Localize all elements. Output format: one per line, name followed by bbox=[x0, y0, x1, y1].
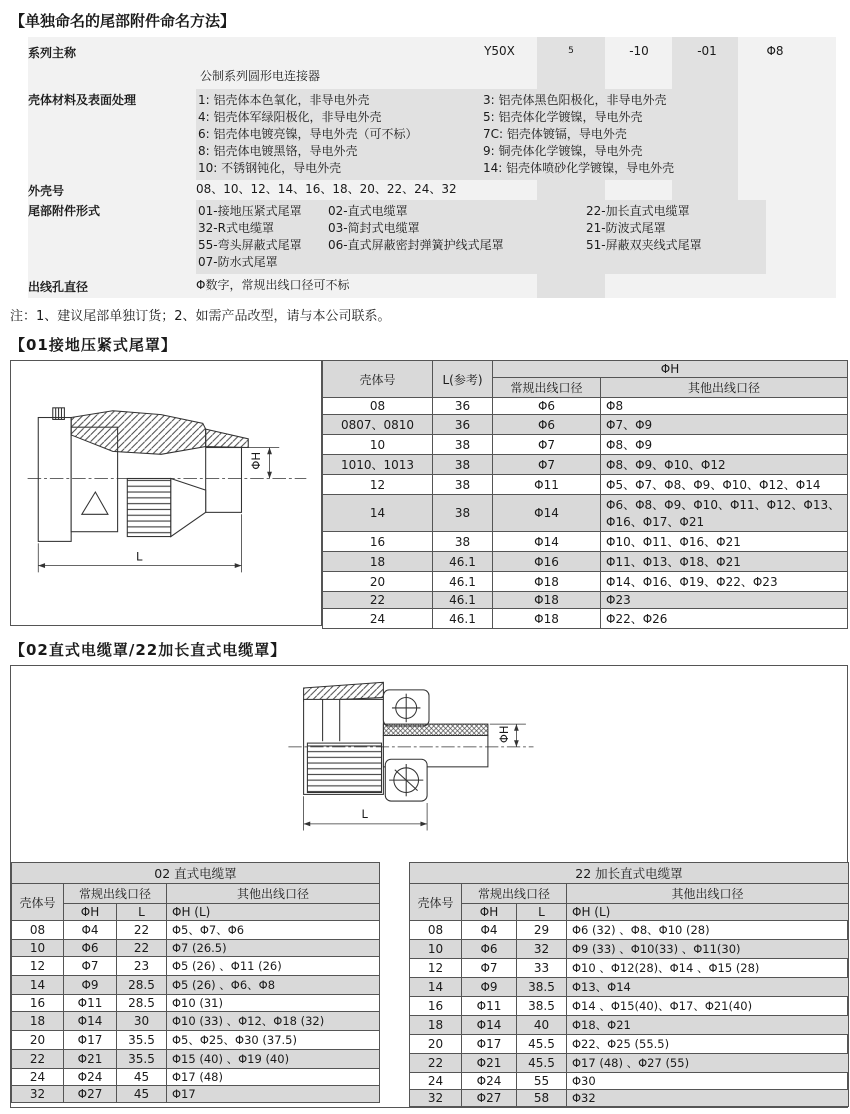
table-row bbox=[323, 398, 848, 415]
table-22-title: 22 加长直式电缆罩 bbox=[410, 863, 849, 884]
col-header-phih: ΦH bbox=[462, 904, 517, 921]
section01 bbox=[10, 360, 848, 629]
tail-cap-cross-section-drawing bbox=[16, 367, 316, 619]
table-cell: 28.5 bbox=[117, 995, 167, 1012]
table-cell: 10 bbox=[12, 940, 64, 957]
table-cell: 14 bbox=[12, 976, 64, 995]
table-cell: Φ11 bbox=[493, 475, 601, 495]
table-cell: 38.5 bbox=[517, 997, 567, 1016]
col-header-len: L bbox=[117, 904, 167, 921]
table-cell: Φ6、Φ8、Φ9、Φ10、Φ11、Φ12、Φ13、Φ16、Φ17、Φ21 bbox=[601, 495, 848, 532]
list-item: 06-直式屏蔽密封弹簧护线式尾罩 bbox=[328, 238, 504, 252]
col-header-phil: ΦH (L) bbox=[567, 904, 849, 921]
table-cell: Φ7 bbox=[462, 959, 517, 978]
table-row bbox=[410, 1035, 849, 1054]
table-02-body bbox=[12, 921, 380, 1103]
col-header-len: L bbox=[517, 904, 567, 921]
tail-label: 尾部附件形式 bbox=[28, 204, 101, 218]
table-cell: Φ10 、Φ12(28)、Φ14 、Φ15 (28) bbox=[567, 959, 849, 978]
tail-col1 bbox=[198, 203, 328, 271]
col-header-regular: 常规出线口径 bbox=[64, 884, 167, 904]
table-cell: 1010、1013 bbox=[323, 455, 433, 475]
list-item: 51-屏蔽双夹线式尾罩 bbox=[586, 238, 702, 252]
table-cell: 10 bbox=[410, 940, 462, 959]
table-cell: Φ7 bbox=[493, 435, 601, 455]
table-22-body bbox=[410, 921, 849, 1107]
col-header-other: 其他出线口径 bbox=[601, 378, 848, 398]
section02 bbox=[10, 665, 848, 1108]
list-item: 4: 铝壳体军绿阳极化，非导电外壳 bbox=[198, 110, 382, 124]
dim-phiH-label: ΦH bbox=[496, 725, 511, 744]
table-cell: 46.1 bbox=[433, 609, 493, 629]
table-cell: Φ16 bbox=[493, 552, 601, 572]
table-cell: Φ6 (32) 、Φ8、Φ10 (28) bbox=[567, 921, 849, 940]
table-cell: 36 bbox=[433, 415, 493, 435]
table-cell: 30 bbox=[117, 1012, 167, 1031]
table-cell: Φ5 (26) 、Φ11 (26) bbox=[167, 957, 380, 976]
table-22-extended-straight-cable-cover bbox=[409, 862, 849, 1107]
table-row bbox=[12, 1012, 380, 1031]
table-cell: 38 bbox=[433, 455, 493, 475]
table-cell: 45.5 bbox=[517, 1035, 567, 1054]
col-header-shell: 壳体号 bbox=[410, 884, 462, 921]
table-row bbox=[410, 959, 849, 978]
table-cell: 12 bbox=[323, 475, 433, 495]
series-row bbox=[28, 37, 836, 65]
list-item: 6: 铝壳体电镀亮镍，导电外壳（可不标） bbox=[198, 127, 418, 141]
list-item: 21-防波式尾罩 bbox=[586, 221, 666, 235]
table-cell: Φ21 bbox=[462, 1054, 517, 1073]
table-cell: 20 bbox=[323, 572, 433, 592]
outlet-row bbox=[28, 274, 836, 298]
list-item: 5: 铝壳体化学镀镍，导电外壳 bbox=[483, 110, 643, 124]
table-cell: 08 bbox=[410, 921, 462, 940]
list-item: 7C: 铝壳体镀镉，导电外壳 bbox=[483, 127, 627, 141]
material-col1 bbox=[198, 92, 483, 177]
table-cell: Φ4 bbox=[462, 921, 517, 940]
table-cell: 46.1 bbox=[433, 572, 493, 592]
table-cell: Φ4 bbox=[64, 921, 117, 940]
code-outlet: Φ8 bbox=[766, 44, 784, 58]
table-row bbox=[410, 1073, 849, 1090]
table-row bbox=[410, 978, 849, 997]
code-series: Y50X bbox=[484, 44, 515, 58]
table-cell: 38 bbox=[433, 475, 493, 495]
table-cell: 08 bbox=[323, 398, 433, 415]
table-cell: 22 bbox=[117, 940, 167, 957]
table-cell: 38 bbox=[433, 435, 493, 455]
table-02-title: 02 直式电缆罩 bbox=[12, 863, 380, 884]
list-item: 02-直式电缆罩 bbox=[328, 204, 408, 218]
table-cell: 32 bbox=[12, 1086, 64, 1103]
list-item: 32-R式电缆罩 bbox=[198, 221, 274, 235]
table-cell: 36 bbox=[433, 398, 493, 415]
table-cell: Φ11 bbox=[462, 997, 517, 1016]
table-row bbox=[410, 1016, 849, 1035]
table-cell: Φ6 bbox=[493, 415, 601, 435]
dim-L-label: L bbox=[136, 549, 143, 564]
material-col2 bbox=[483, 92, 700, 177]
table-cell: Φ14 bbox=[64, 1012, 117, 1031]
col-header-phih: ΦH bbox=[64, 904, 117, 921]
col-header-other: 其他出线口径 bbox=[567, 884, 849, 904]
code-material: 5 bbox=[568, 46, 574, 56]
table-cell: 35.5 bbox=[117, 1050, 167, 1069]
table-cell: 24 bbox=[12, 1069, 64, 1086]
list-item: 9: 铜壳体化学镀镍，导电外壳 bbox=[483, 144, 643, 158]
table-row bbox=[323, 572, 848, 592]
table-cell: Φ18 bbox=[493, 609, 601, 629]
series-label: 系列主称 bbox=[28, 46, 77, 60]
table-cell: Φ23 bbox=[601, 592, 848, 609]
code-shell: -10 bbox=[629, 44, 649, 58]
table-row bbox=[323, 552, 848, 572]
table-row bbox=[12, 957, 380, 976]
table-cell: 33 bbox=[517, 959, 567, 978]
table-row bbox=[323, 532, 848, 552]
outlet-label: 出线孔直径 bbox=[28, 280, 89, 294]
naming-spec-block bbox=[28, 37, 836, 298]
table-cell: Φ18、Φ21 bbox=[567, 1016, 849, 1035]
table-row bbox=[12, 1031, 380, 1050]
table-row bbox=[323, 475, 848, 495]
table-cell: 38 bbox=[433, 495, 493, 532]
table-row bbox=[410, 940, 849, 959]
table-cell: 10 bbox=[323, 435, 433, 455]
list-item: 55-弯头屏蔽式尾罩 bbox=[198, 238, 302, 252]
table-cell: Φ11 bbox=[64, 995, 117, 1012]
table-cell: Φ27 bbox=[462, 1090, 517, 1107]
table-cell: 14 bbox=[410, 978, 462, 997]
tail-row bbox=[28, 200, 836, 274]
shell-values: 08、10、12、14、16、18、20、22、24、32 bbox=[196, 182, 457, 196]
table-row bbox=[323, 592, 848, 609]
table-cell: 22 bbox=[410, 1054, 462, 1073]
col-header-other: 其他出线口径 bbox=[167, 884, 380, 904]
straight-cable-clamp-drawing bbox=[274, 669, 584, 859]
table-cell: 18 bbox=[323, 552, 433, 572]
col-header-phil: ΦH (L) bbox=[167, 904, 380, 921]
table-cell: Φ24 bbox=[462, 1073, 517, 1090]
table-row bbox=[12, 1050, 380, 1069]
list-item: 03-简封式电缆罩 bbox=[328, 221, 420, 235]
list-item: 3: 铝壳体黑色阳极化，非导电外壳 bbox=[483, 93, 667, 107]
table-cell: Φ13、Φ14 bbox=[567, 978, 849, 997]
section02-drawing-area bbox=[11, 666, 847, 862]
material-label: 壳体材料及表面处理 bbox=[28, 93, 137, 107]
table-cell: Φ8、Φ9 bbox=[601, 435, 848, 455]
table-cell: Φ9 bbox=[462, 978, 517, 997]
list-item: 01-接地压紧式尾罩 bbox=[198, 204, 302, 218]
dim-L-label: L bbox=[361, 807, 368, 822]
section01-title: 【01接地压紧式尾罩】 bbox=[10, 336, 177, 354]
table-cell: 35.5 bbox=[117, 1031, 167, 1050]
col-header-shell: 壳体号 bbox=[12, 884, 64, 921]
table-cell: Φ5、Φ7、Φ8、Φ9、Φ10、Φ12、Φ14 bbox=[601, 475, 848, 495]
list-item: 14: 铝壳体喷砂化学镀镍，导电外壳 bbox=[483, 161, 675, 175]
table-cell: 23 bbox=[117, 957, 167, 976]
table-cell: 14 bbox=[323, 495, 433, 532]
table-cell: Φ6 bbox=[462, 940, 517, 959]
code-cells bbox=[462, 37, 809, 65]
material-row bbox=[28, 89, 836, 180]
table-cell: Φ6 bbox=[64, 940, 117, 957]
table-cell: Φ8、Φ9、Φ10、Φ12 bbox=[601, 455, 848, 475]
table-row bbox=[12, 940, 380, 957]
table-row bbox=[323, 609, 848, 629]
list-item: 1: 铝壳体本色氧化，非导电外壳 bbox=[198, 93, 370, 107]
table-cell: 18 bbox=[410, 1016, 462, 1035]
table-row bbox=[410, 921, 849, 940]
code-tail: -01 bbox=[697, 44, 717, 58]
table-row bbox=[323, 455, 848, 475]
table-cell: Φ8 bbox=[601, 398, 848, 415]
section02-title: 【02直式电缆罩/22加长直式电缆罩】 bbox=[10, 641, 287, 659]
table-row bbox=[12, 995, 380, 1012]
list-item: 22-加长直式电缆罩 bbox=[586, 204, 690, 218]
table-cell: Φ7、Φ9 bbox=[601, 415, 848, 435]
table-cell: 24 bbox=[323, 609, 433, 629]
table-cell: Φ14 、Φ15(40)、Φ17、Φ21(40) bbox=[567, 997, 849, 1016]
table-cell: Φ18 bbox=[493, 572, 601, 592]
table-row bbox=[410, 997, 849, 1016]
tail-col2 bbox=[328, 203, 586, 271]
table-row bbox=[410, 1054, 849, 1073]
table-cell: Φ27 bbox=[64, 1086, 117, 1103]
list-item: 10: 不锈钢钝化，导电外壳 bbox=[198, 161, 342, 175]
table-cell: Φ24 bbox=[64, 1069, 117, 1086]
list-item: 8: 铝壳体电镀黑铬，导电外壳 bbox=[198, 144, 358, 158]
table-cell: Φ9 (33) 、Φ10(33) 、Φ11(30) bbox=[567, 940, 849, 959]
table-01-grounding-cap bbox=[322, 360, 848, 629]
series-desc-row bbox=[28, 65, 836, 89]
table-cell: 55 bbox=[517, 1073, 567, 1090]
table-cell: Φ17 (48) bbox=[167, 1069, 380, 1086]
section01-drawing-box bbox=[10, 360, 322, 626]
table-cell: 24 bbox=[410, 1073, 462, 1090]
table-cell: 29 bbox=[517, 921, 567, 940]
table-cell: 22 bbox=[117, 921, 167, 940]
table-cell: 20 bbox=[410, 1035, 462, 1054]
table-cell: Φ17 bbox=[167, 1086, 380, 1103]
table-cell: 0807、0810 bbox=[323, 415, 433, 435]
table-row bbox=[323, 495, 848, 532]
table-cell: Φ17 bbox=[462, 1035, 517, 1054]
table-cell: Φ14、Φ16、Φ19、Φ22、Φ23 bbox=[601, 572, 848, 592]
table-cell: 22 bbox=[323, 592, 433, 609]
table-cell: 58 bbox=[517, 1090, 567, 1107]
table-row bbox=[12, 1069, 380, 1086]
table-cell: Φ10 (33) 、Φ12、Φ18 (32) bbox=[167, 1012, 380, 1031]
col-header-shell: 壳体号 bbox=[323, 361, 433, 398]
table-cell: 45.5 bbox=[517, 1054, 567, 1073]
table-row bbox=[323, 415, 848, 435]
outlet-value: Φ数字，常规出线口径可不标 bbox=[196, 278, 350, 292]
table-cell: 12 bbox=[12, 957, 64, 976]
table-cell: Φ17 bbox=[64, 1031, 117, 1050]
table-cell: Φ21 bbox=[64, 1050, 117, 1069]
tail-options bbox=[196, 200, 766, 274]
table-cell: 38 bbox=[433, 532, 493, 552]
table-cell: Φ32 bbox=[567, 1090, 849, 1107]
table-cell: 38.5 bbox=[517, 978, 567, 997]
table-02-straight-cable-cover bbox=[11, 862, 380, 1103]
table-cell: 40 bbox=[517, 1016, 567, 1035]
table-row bbox=[12, 921, 380, 940]
table-cell: Φ14 bbox=[493, 532, 601, 552]
table-cell: 28.5 bbox=[117, 976, 167, 995]
table-cell: 18 bbox=[12, 1012, 64, 1031]
table-cell: 45 bbox=[117, 1069, 167, 1086]
table-cell: 08 bbox=[12, 921, 64, 940]
table-cell: Φ22、Φ26 bbox=[601, 609, 848, 629]
shell-row bbox=[28, 180, 836, 200]
table-cell: Φ5、Φ7、Φ6 bbox=[167, 921, 380, 940]
material-options bbox=[196, 89, 700, 180]
table-cell: Φ17 (48) 、Φ27 (55) bbox=[567, 1054, 849, 1073]
table-cell: Φ11、Φ13、Φ18、Φ21 bbox=[601, 552, 848, 572]
table-cell: 16 bbox=[410, 997, 462, 1016]
table-cell: Φ15 (40) 、Φ19 (40) bbox=[167, 1050, 380, 1069]
series-description: 公制系列圆形电连接器 bbox=[200, 69, 321, 83]
table-cell: Φ10 (31) bbox=[167, 995, 380, 1012]
table-01-body bbox=[323, 398, 848, 629]
table-cell: 16 bbox=[12, 995, 64, 1012]
table-cell: Φ7 bbox=[493, 455, 601, 475]
table-cell: Φ14 bbox=[493, 495, 601, 532]
table-cell: Φ18 bbox=[493, 592, 601, 609]
table-cell: 32 bbox=[517, 940, 567, 959]
table-cell: 46.1 bbox=[433, 552, 493, 572]
table-cell: Φ30 bbox=[567, 1073, 849, 1090]
table-cell: Φ7 bbox=[64, 957, 117, 976]
table-cell: Φ5、Φ25、Φ30 (37.5) bbox=[167, 1031, 380, 1050]
col-header-regular: 常规出线口径 bbox=[493, 378, 601, 398]
col-header-regular: 常规出线口径 bbox=[462, 884, 567, 904]
table-cell: 20 bbox=[12, 1031, 64, 1050]
table-cell: 46.1 bbox=[433, 592, 493, 609]
table-cell: Φ6 bbox=[493, 398, 601, 415]
tail-col3 bbox=[586, 203, 766, 271]
table-cell: 22 bbox=[12, 1050, 64, 1069]
note: 注：1、建议尾部单独订货；2、如需产品改型，请与本公司联系。 bbox=[10, 309, 391, 324]
page-title: 【单独命名的尾部附件命名方法】 bbox=[10, 12, 236, 30]
col-header-lref: L(参考) bbox=[433, 361, 493, 398]
table-row bbox=[12, 1086, 380, 1103]
col-header-phih: ΦH bbox=[493, 361, 848, 378]
table-cell: 16 bbox=[323, 532, 433, 552]
table-cell: Φ5 (26) 、Φ6、Φ8 bbox=[167, 976, 380, 995]
table-cell: Φ7 (26.5) bbox=[167, 940, 380, 957]
table-cell: 45 bbox=[117, 1086, 167, 1103]
table-cell: 12 bbox=[410, 959, 462, 978]
list-item: 07-防水式尾罩 bbox=[198, 255, 278, 269]
table-row bbox=[323, 435, 848, 455]
table-cell: 32 bbox=[410, 1090, 462, 1107]
table-cell: Φ10、Φ11、Φ16、Φ21 bbox=[601, 532, 848, 552]
table-cell: Φ22、Φ25 (55.5) bbox=[567, 1035, 849, 1054]
table-cell: Φ9 bbox=[64, 976, 117, 995]
table-cell: Φ14 bbox=[462, 1016, 517, 1035]
shell-label: 外壳号 bbox=[28, 184, 65, 198]
table-row bbox=[12, 976, 380, 995]
dim-phiH-label: ΦH bbox=[248, 451, 263, 470]
table-row bbox=[410, 1090, 849, 1107]
section02-tables bbox=[11, 862, 847, 1107]
